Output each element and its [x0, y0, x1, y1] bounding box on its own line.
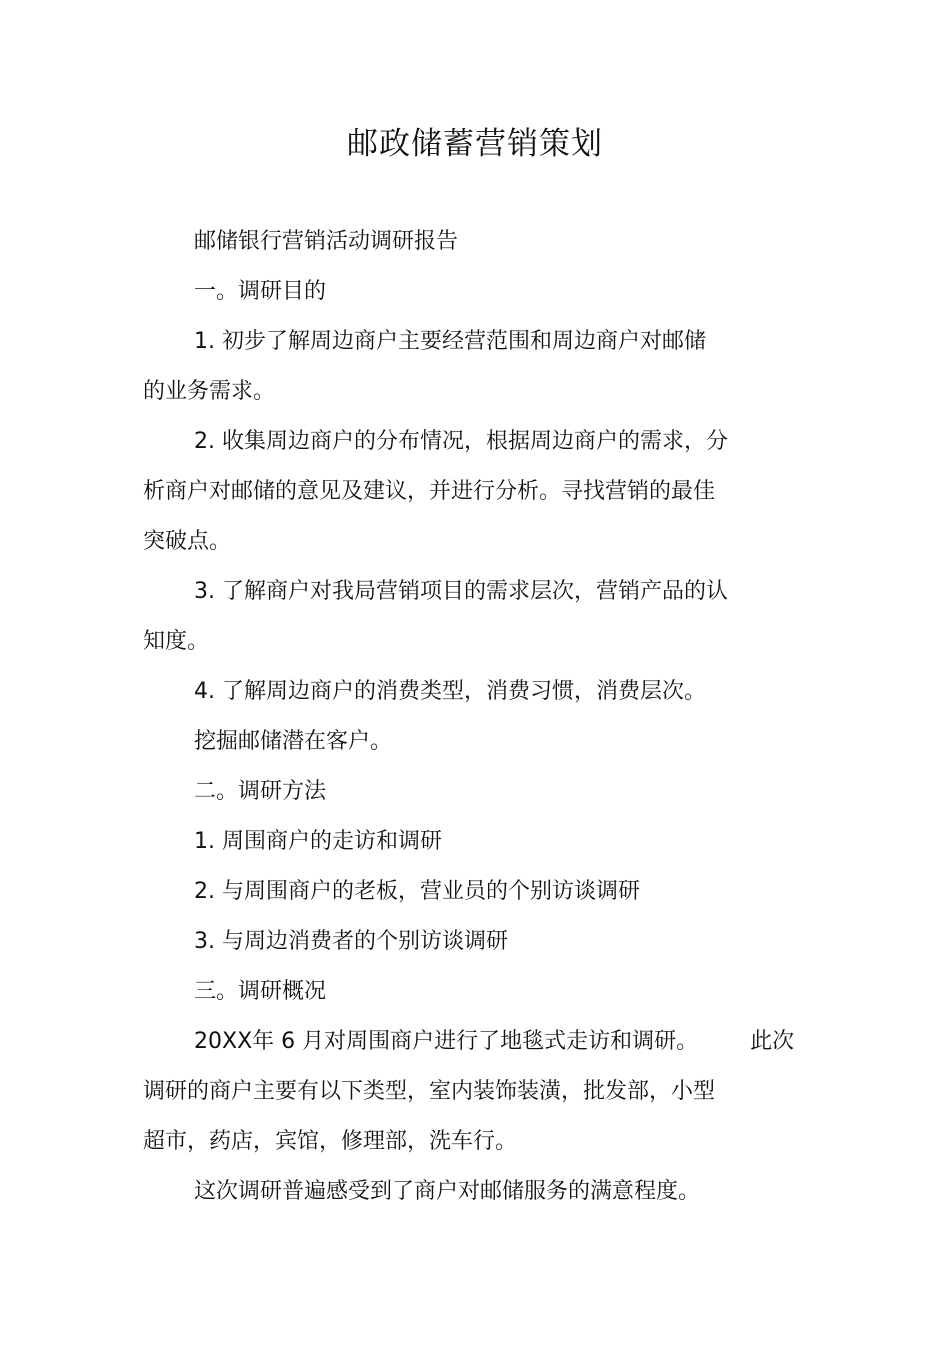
paragraph-line: 2. 收集周边商户的分布情况，根据周边商户的需求，分: [194, 429, 728, 454]
paragraph-line: 这次调研普遍感受到了商户对邮储服务的满意程度。: [194, 1179, 701, 1204]
paragraph-line: 挖掘邮储潜在客户。: [194, 729, 393, 754]
section-heading-purpose: 一。调研目的: [194, 279, 327, 304]
paragraph-line: 的业务需求。: [143, 379, 276, 404]
paragraph-line: 1. 初步了解周边商户主要经营范围和周边商户对邮储: [194, 329, 706, 354]
list-item: 1. 周围商户的走访和调研: [194, 829, 442, 854]
list-item: 3. 与周边消费者的个别访谈调研: [194, 929, 508, 954]
paragraph-line: [194, 1027, 794, 1057]
paragraph-line: 4. 了解周边商户的消费类型，消费习惯，消费层次。: [194, 679, 706, 704]
paragraph-line: 知度。: [143, 629, 210, 654]
paragraph-line: 3. 了解商户对我局营销项目的需求层次，营销产品的认: [194, 579, 728, 604]
document-title: 邮政储蓄营销策划: [347, 126, 603, 162]
list-item: 2. 与周围商户的老板，营业员的个别访谈调研: [194, 879, 640, 904]
paragraph-text: 此次: [750, 1029, 795, 1054]
paragraph-line: 超市，药店，宾馆，修理部，洗车行。: [143, 1129, 518, 1154]
paragraph-line: 析商户对邮储的意见及建议，并进行分析。寻找营销的最佳: [143, 479, 716, 504]
report-heading: 邮储银行营销活动调研报告: [194, 229, 459, 254]
paragraph-line: 突破点。: [143, 529, 232, 554]
section-heading-overview: 三。调研概况: [194, 979, 327, 1004]
paragraph-line: 调研的商户主要有以下类型，室内装饰装潢，批发部，小型: [143, 1079, 716, 1104]
section-heading-method: 二。调研方法: [194, 779, 327, 804]
paragraph-text: 20XX年 6 月对周围商户进行了地毯式走访和调研。: [194, 1029, 699, 1054]
